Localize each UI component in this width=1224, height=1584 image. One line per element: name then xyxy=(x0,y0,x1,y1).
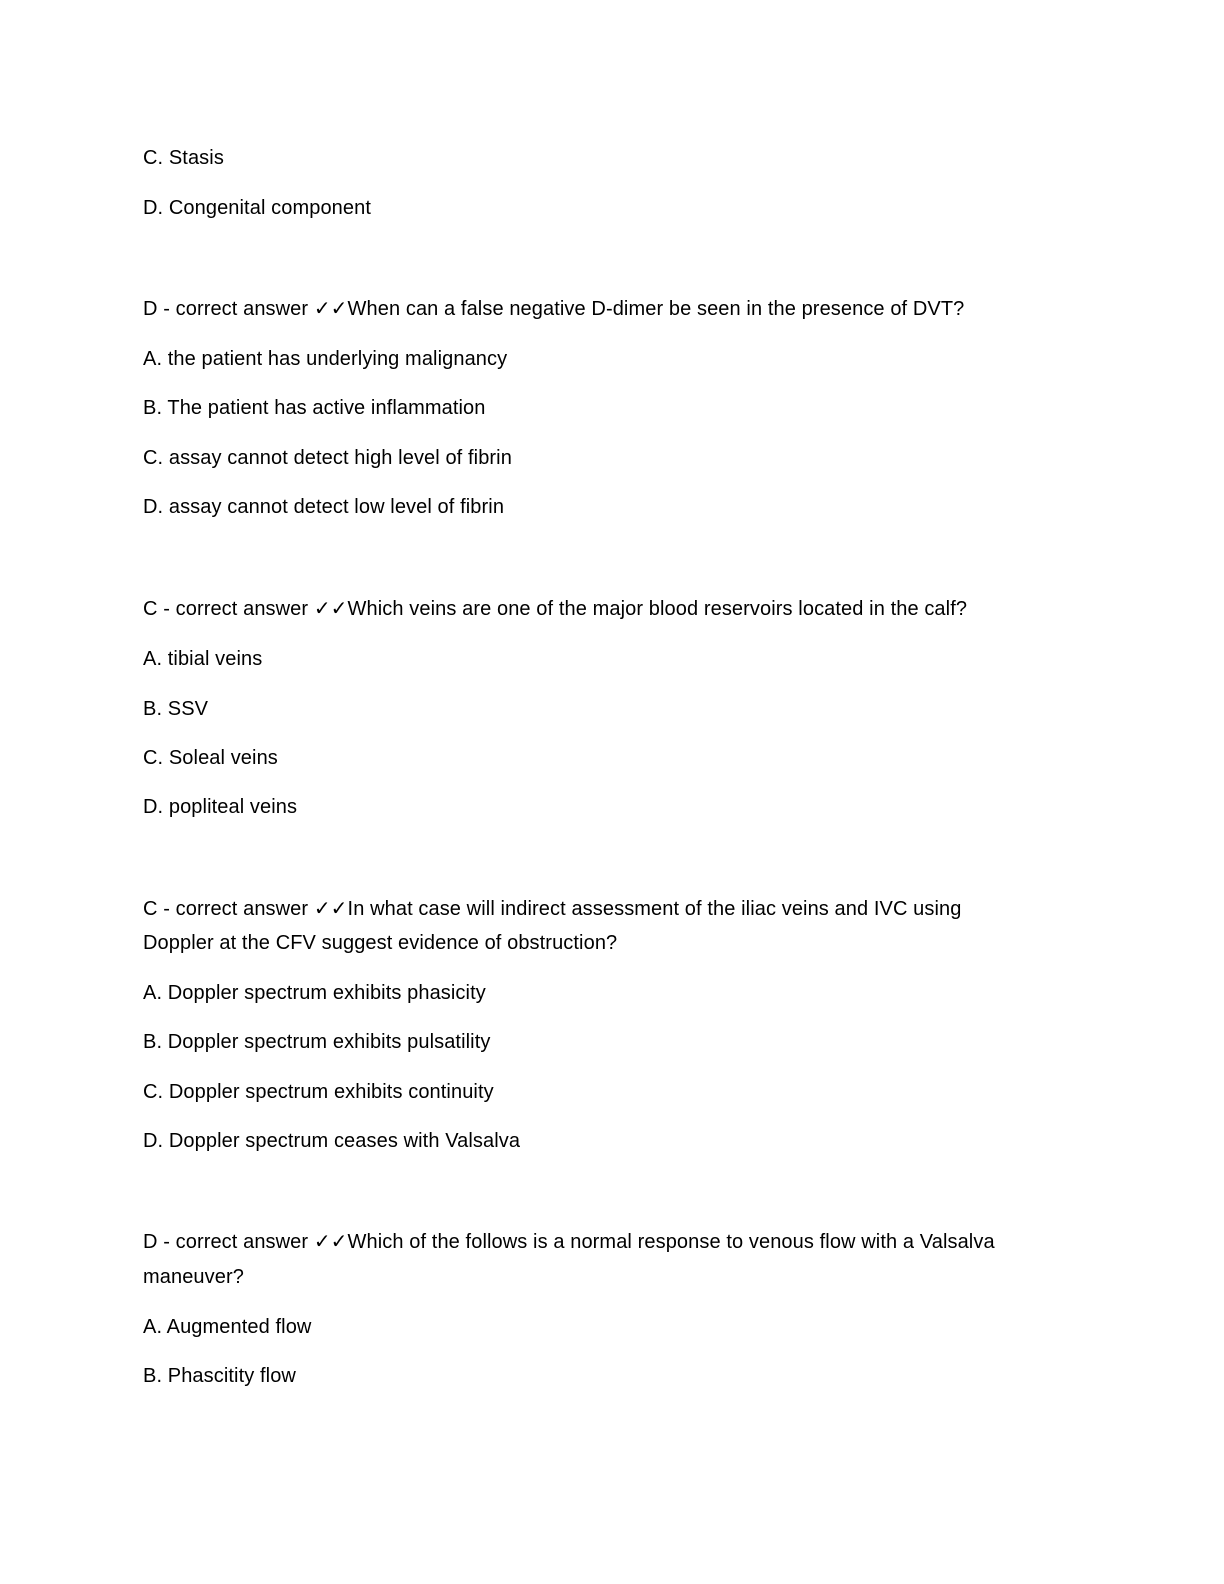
option-b-inflammation: B. The patient has active inflammation xyxy=(143,397,486,419)
option-c-stasis: C. Stasis xyxy=(143,147,224,169)
option-d-low-fibrin: D. assay cannot detect low level of fibrin xyxy=(143,496,505,518)
question-iliac-line2: Doppler at the CFV suggest evidence of obstruction? xyxy=(143,932,618,954)
option-c-soleal: C. Soleal veins xyxy=(143,747,278,769)
option-a-phasicity: A. Doppler spectrum exhibits phasicity xyxy=(143,982,486,1004)
option-a-malignancy: A. the patient has underlying malignancy xyxy=(143,348,508,370)
option-d-popliteal: D. popliteal veins xyxy=(143,796,298,818)
question-valsalva-line2: maneuver? xyxy=(143,1266,244,1288)
question-calf-veins: C - correct answer ✓✓Which veins are one of the major blood reservoirs located in the calf? xyxy=(143,598,968,620)
option-b-pulsatility: B. Doppler spectrum exhibits pulsatility xyxy=(143,1031,491,1053)
question-valsalva-line1: D - correct answer ✓✓Which of the follows is a normal response to venous flow with a Valsalva xyxy=(143,1231,995,1253)
option-c-continuity: C. Doppler spectrum exhibits continuity xyxy=(143,1081,494,1103)
option-b-ssv: B. SSV xyxy=(143,698,209,720)
option-a-augmented: A. Augmented flow xyxy=(143,1316,312,1338)
question-iliac-line1: C - correct answer ✓✓In what case will indirect assessment of the iliac veins and IVC using xyxy=(143,898,962,920)
option-b-phascitity: B. Phascitity flow xyxy=(143,1365,296,1387)
question-ddimer: D - correct answer ✓✓When can a false negative D-dimer be seen in the presence of DVT? xyxy=(143,298,965,320)
option-c-high-fibrin: C. assay cannot detect high level of fibrin xyxy=(143,447,512,469)
option-d-congenital: D. Congenital component xyxy=(143,197,371,219)
option-a-tibial: A. tibial veins xyxy=(143,648,263,670)
option-d-valsalva: D. Doppler spectrum ceases with Valsalva xyxy=(143,1130,521,1152)
